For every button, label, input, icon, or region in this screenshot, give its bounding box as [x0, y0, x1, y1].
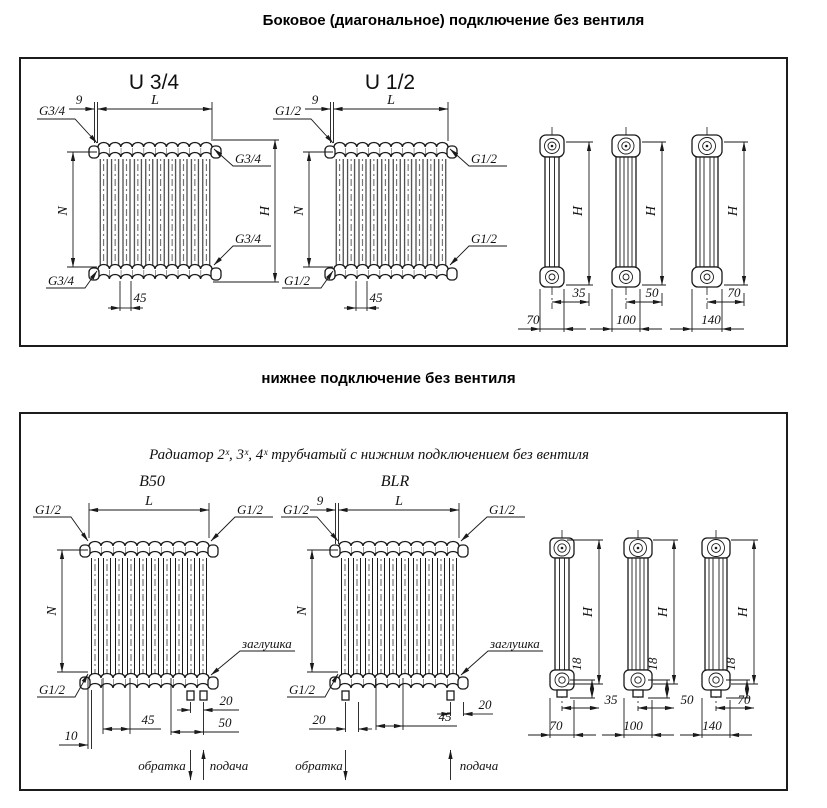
radiator-front-b50 — [33, 473, 295, 780]
side-view-3col — [590, 127, 666, 332]
dim-label-45: 45 — [369, 290, 383, 305]
drawing-bottom-connection — [21, 414, 786, 789]
radiator-tubes — [339, 558, 459, 676]
dim-label-45: 45 — [141, 712, 155, 727]
dim-label-N: N — [56, 206, 71, 216]
dim-label-45: 45 — [438, 709, 452, 724]
thread-label-top-right — [461, 502, 525, 541]
dim-label-70: 70 — [737, 692, 751, 707]
connection-boss — [211, 268, 221, 280]
dim-label-20: 20 — [219, 693, 233, 708]
flow-return-label: обратка — [295, 758, 343, 773]
foot-tab — [633, 690, 643, 697]
dim-label-H: H — [571, 205, 586, 217]
flow-return-label: обратка — [138, 758, 186, 773]
dim-label-L: L — [387, 93, 395, 108]
dim-label-140: 140 — [702, 718, 722, 733]
dim-label-20-right: 20 — [478, 697, 492, 712]
flow-supply-label: подача — [459, 758, 499, 773]
dim-label-50: 50 — [680, 692, 694, 707]
svg-text:заглушка: заглушка — [490, 636, 540, 651]
svg-text:G1/2: G1/2 — [39, 682, 65, 697]
connection-boss — [80, 545, 90, 557]
side-view-4col — [670, 127, 748, 332]
dim-label-H: H — [581, 606, 596, 618]
svg-text:G1/2: G1/2 — [275, 103, 301, 118]
foot-tab — [711, 690, 721, 697]
svg-text:G3/4: G3/4 — [48, 273, 74, 288]
bottom-port — [447, 691, 454, 700]
dim-label-18: 18 — [569, 657, 584, 671]
dim-label-H: H — [656, 606, 671, 618]
svg-text:G1/2: G1/2 — [471, 231, 497, 246]
connection-boss — [458, 545, 468, 557]
thread-label-top-right — [211, 502, 273, 541]
radiator-caption: B50 — [139, 473, 165, 490]
dim-label-50: 50 — [218, 715, 232, 730]
foot-tab — [557, 690, 567, 697]
thread-label-top-right — [214, 149, 271, 166]
connection-boss — [330, 545, 340, 557]
dim-label-70: 70 — [549, 718, 563, 733]
connection-boss — [89, 268, 99, 280]
plug-label — [461, 636, 543, 675]
plug-label — [211, 636, 295, 675]
dim-label-H: H — [258, 205, 273, 217]
connection-boss — [208, 677, 218, 689]
dim-label-45: 45 — [133, 290, 147, 305]
connection-boss — [447, 146, 457, 158]
dim-label-L: L — [151, 93, 159, 108]
panel-bottom-connection — [19, 412, 788, 791]
svg-text:G1/2: G1/2 — [284, 273, 310, 288]
radiator-tubes — [98, 159, 212, 269]
svg-text:G1/2: G1/2 — [489, 502, 515, 517]
svg-text:G1/2: G1/2 — [289, 682, 315, 697]
radiator-caption: BLR — [380, 473, 410, 490]
svg-text:G3/4: G3/4 — [39, 103, 65, 118]
connection-boss — [325, 268, 335, 280]
drawing-side-connection — [21, 59, 786, 345]
dim-label-140: 140 — [701, 312, 721, 327]
dim-label-L: L — [145, 494, 153, 509]
thread-label-top-right — [450, 149, 507, 166]
radiator-caption: U 3/4 — [128, 71, 180, 94]
radiator-tubes — [89, 558, 209, 676]
dim-label-H: H — [726, 205, 741, 217]
dim-label-35: 35 — [604, 692, 618, 707]
connection-boss — [458, 677, 468, 689]
dim-label-H: H — [644, 205, 659, 217]
connection-boss — [208, 545, 218, 557]
dim-label-50: 50 — [645, 285, 659, 300]
dim-label-9: 9 — [311, 92, 319, 107]
section-title-side-connection: Боковое (диагональное) подключение без вентиля — [262, 12, 645, 29]
dim-label-18: 18 — [723, 657, 738, 671]
dim-label-100: 100 — [616, 312, 636, 327]
radiator-front-blr — [281, 473, 543, 780]
dim-label-N: N — [45, 606, 60, 616]
thread-label-top-left — [281, 502, 338, 541]
section-title-bottom-connection: нижнее подключение без вентиля — [261, 370, 516, 387]
dim-label-9: 9 — [316, 493, 324, 508]
radiator-caption: U 1/2 — [364, 71, 416, 94]
bottom-port — [187, 691, 194, 700]
dim-label-70: 70 — [727, 285, 741, 300]
svg-text:G3/4: G3/4 — [235, 231, 261, 246]
svg-text:G1/2: G1/2 — [283, 502, 309, 517]
bottom-port — [342, 691, 349, 700]
dim-label-N: N — [295, 606, 310, 616]
dim-label-70: 70 — [526, 312, 540, 327]
connection-boss — [211, 146, 221, 158]
dim-label-35: 35 — [572, 285, 586, 300]
dim-label-H: H — [736, 606, 751, 618]
dim-label-N: N — [292, 206, 307, 216]
thread-label-bottom-right — [450, 231, 507, 265]
side-view-2col — [518, 127, 593, 332]
dim-label-100: 100 — [623, 718, 643, 733]
svg-text:G3/4: G3/4 — [235, 151, 261, 166]
bottom-port — [200, 691, 207, 700]
dim-label-18: 18 — [645, 657, 660, 671]
drawing-caption: Радиатор 2ˣ, 3ˣ, 4ˣ трубчатый с нижним подключением без вентиля — [149, 447, 589, 463]
radiator-tubes — [334, 159, 448, 269]
radiator-front-u12 — [273, 71, 507, 311]
svg-text:заглушка: заглушка — [242, 636, 292, 651]
svg-text:G1/2: G1/2 — [471, 151, 497, 166]
connection-boss — [447, 268, 457, 280]
svg-text:G1/2: G1/2 — [35, 502, 61, 517]
dim-label-L: L — [395, 494, 403, 509]
thread-label-top-left — [33, 502, 88, 541]
panel-side-connection — [19, 57, 788, 347]
dim-label-20-left: 20 — [312, 712, 326, 727]
dim-label-10: 10 — [64, 728, 78, 743]
dim-label-9: 9 — [75, 92, 83, 107]
side-view-2col — [528, 530, 618, 738]
radiator-front-u34 — [37, 71, 279, 311]
flow-supply-label: подача — [209, 758, 249, 773]
thread-label-bottom-right — [214, 231, 271, 265]
svg-text:G1/2: G1/2 — [237, 502, 263, 517]
